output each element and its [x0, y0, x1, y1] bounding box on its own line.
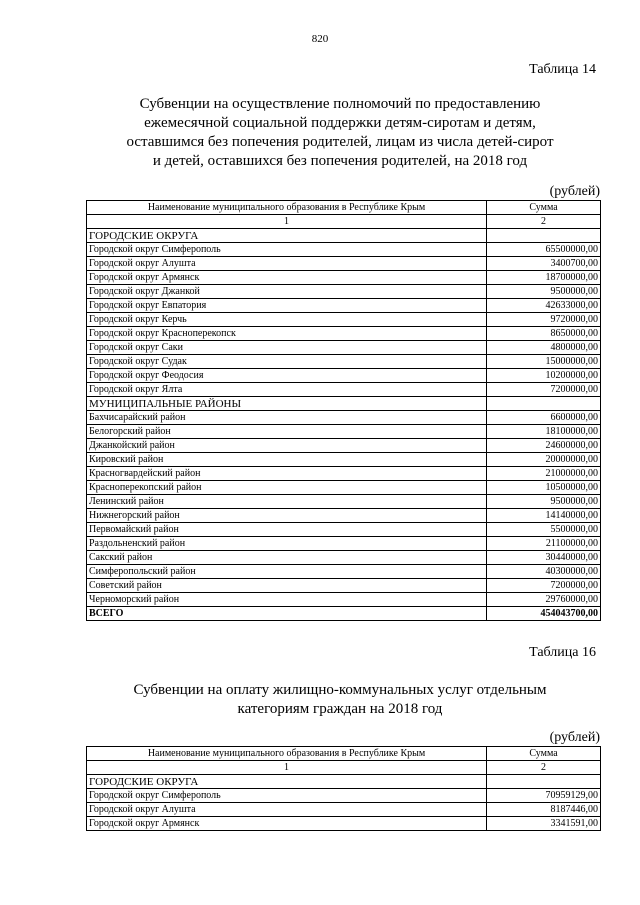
municipality-name: Ленинский район: [87, 495, 487, 509]
municipality-name: Городской округ Симферополь: [87, 243, 487, 257]
section-row: [87, 229, 601, 243]
municipality-name: Городской округ Армянск: [87, 817, 487, 831]
amount-value: 3400700,00: [487, 257, 601, 271]
table-row: [87, 593, 601, 607]
table14-title-line: и детей, оставшихся без попечения родителей, на 2018 год: [152, 153, 528, 169]
municipality-name: МУНИЦИПАЛЬНЫЕ РАЙОНЫ: [87, 397, 487, 411]
municipality-name: Городской округ Саки: [87, 341, 487, 355]
municipality-name: Городской округ Судак: [87, 355, 487, 369]
amount-value: 9720000,00: [487, 313, 601, 327]
municipality-name: Симферопольский район: [87, 565, 487, 579]
table-row: [87, 509, 601, 523]
amount-value: 24600000,00: [487, 439, 601, 453]
municipality-name: Бахчисарайский район: [87, 411, 487, 425]
table16-units: (рублей): [549, 730, 600, 745]
table14-title-line: оставшимся без попечения родителей, лицам из числа детей-сирот: [126, 134, 554, 150]
amount-value: 30440000,00: [487, 551, 601, 565]
municipality-name: Красноперекопский район: [87, 481, 487, 495]
table-row: [87, 817, 601, 831]
municipality-name: Советский район: [87, 579, 487, 593]
amount-value: 7200000,00: [487, 383, 601, 397]
amount-value: 15000000,00: [487, 355, 601, 369]
table-row: [87, 537, 601, 551]
table16-title: [90, 681, 590, 719]
amount-value: 454043700,00: [487, 607, 601, 621]
table14-units: (рублей): [549, 184, 600, 199]
amount-value: 8187446,00: [487, 803, 601, 817]
table-row: [87, 369, 601, 383]
municipality-name: Городской округ Феодосия: [87, 369, 487, 383]
table-row: [87, 425, 601, 439]
table-row: [87, 355, 601, 369]
amount-value: 21100000,00: [487, 537, 601, 551]
table-row: [87, 495, 601, 509]
amount-value: [487, 775, 601, 789]
table14: [86, 200, 601, 621]
municipality-name: Первомайский район: [87, 523, 487, 537]
amount-value: 4800000,00: [487, 341, 601, 355]
column-number: 2: [487, 761, 601, 775]
table14-title: [90, 95, 590, 171]
table-row: [87, 565, 601, 579]
amount-value: 10500000,00: [487, 481, 601, 495]
table16-title-line: Субвенции на оплату жилищно-коммунальных услуг отдельным: [133, 682, 547, 698]
column-number: 1: [87, 761, 487, 775]
amount-value: 29760000,00: [487, 593, 601, 607]
municipality-name: Раздольненский район: [87, 537, 487, 551]
column-number: 2: [487, 215, 601, 229]
municipality-name: Джанкойский район: [87, 439, 487, 453]
municipality-name: Городской округ Евпатория: [87, 299, 487, 313]
table-row: [87, 523, 601, 537]
table-row: [87, 551, 601, 565]
table16: [86, 746, 601, 831]
municipality-name: Белогорский район: [87, 425, 487, 439]
total-row: [87, 607, 601, 621]
amount-value: 42633000,00: [487, 299, 601, 313]
municipality-name: ВСЕГО: [87, 607, 487, 621]
amount-value: 21000000,00: [487, 467, 601, 481]
section-row: [87, 775, 601, 789]
amount-value: 40300000,00: [487, 565, 601, 579]
municipality-name: Нижнегорский район: [87, 509, 487, 523]
municipality-name: ГОРОДСКИЕ ОКРУГА: [87, 229, 487, 243]
amount-value: 18100000,00: [487, 425, 601, 439]
table-row: [87, 411, 601, 425]
municipality-name: Городской округ Красноперекопск: [87, 327, 487, 341]
municipality-name: Городской округ Алушта: [87, 803, 487, 817]
table-row: [87, 285, 601, 299]
amount-value: 8650000,00: [487, 327, 601, 341]
table-row: [87, 243, 601, 257]
municipality-name: Городской округ Ялта: [87, 383, 487, 397]
table16-label: Таблица 16: [529, 645, 596, 660]
amount-value: 7200000,00: [487, 579, 601, 593]
amount-value: 10200000,00: [487, 369, 601, 383]
table-row: [87, 327, 601, 341]
amount-value: 9500000,00: [487, 285, 601, 299]
table14-title-line: Субвенции на осуществление полномочий по предоставлению: [139, 96, 541, 112]
table-row: [87, 257, 601, 271]
amount-value: 70959129,00: [487, 789, 601, 803]
municipality-name: Городской округ Симферополь: [87, 789, 487, 803]
section-row: [87, 397, 601, 411]
table-row: [87, 789, 601, 803]
table-row: [87, 439, 601, 453]
amount-value: 9500000,00: [487, 495, 601, 509]
page-number: 820: [311, 33, 329, 45]
table-row: [87, 299, 601, 313]
municipality-name: Черноморский район: [87, 593, 487, 607]
table-row: [87, 579, 601, 593]
amount-value: 6600000,00: [487, 411, 601, 425]
municipality-name: Сакский район: [87, 551, 487, 565]
municipality-name: Городской округ Джанкой: [87, 285, 487, 299]
column-header-name: Наименование муниципального образования в Республике Крым: [87, 747, 487, 761]
amount-value: 14140000,00: [487, 509, 601, 523]
amount-value: 5500000,00: [487, 523, 601, 537]
amount-value: 18700000,00: [487, 271, 601, 285]
amount-value: 65500000,00: [487, 243, 601, 257]
table14-label: Таблица 14: [529, 62, 596, 77]
table14-title-line: ежемесячной социальной поддержки детям-сиротам и детям,: [144, 115, 536, 131]
municipality-name: Городской округ Армянск: [87, 271, 487, 285]
table16-title-line: категориям граждан на 2018 год: [237, 701, 443, 717]
table-row: [87, 383, 601, 397]
municipality-name: ГОРОДСКИЕ ОКРУГА: [87, 775, 487, 789]
amount-value: 3341591,00: [487, 817, 601, 831]
table-row: [87, 313, 601, 327]
column-number: 1: [87, 215, 487, 229]
municipality-name: Красногвардейский район: [87, 467, 487, 481]
amount-value: 20000000,00: [487, 453, 601, 467]
table-row: [87, 803, 601, 817]
amount-value: [487, 229, 601, 243]
column-header-name: Наименование муниципального образования в Республике Крым: [87, 201, 487, 215]
municipality-name: Городской округ Керчь: [87, 313, 487, 327]
table-row: [87, 481, 601, 495]
table-row: [87, 341, 601, 355]
table-row: [87, 271, 601, 285]
amount-value: [487, 397, 601, 411]
municipality-name: Кировский район: [87, 453, 487, 467]
table-row: [87, 453, 601, 467]
column-header-sum: Сумма: [487, 201, 601, 215]
column-header-sum: Сумма: [487, 747, 601, 761]
municipality-name: Городской округ Алушта: [87, 257, 487, 271]
table-row: [87, 467, 601, 481]
